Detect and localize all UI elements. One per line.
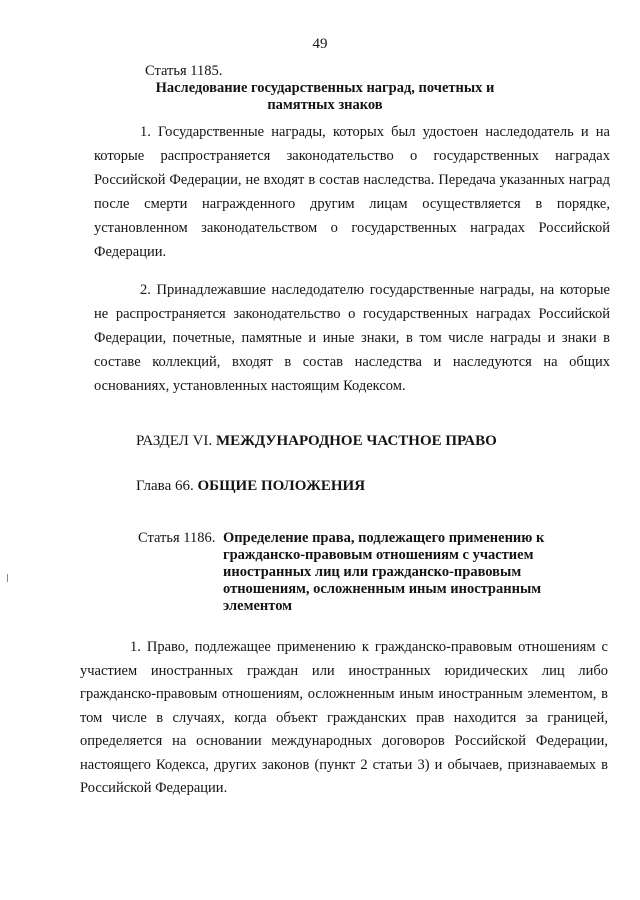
chapter-heading — [136, 478, 365, 495]
article-1186-paragraph-1: 1. Право, подлежащее применению к гражданско-правовым отношениям с участием иностранных граждан или иностранных юридических лиц либо гражданско-правовым отношениям, осложненным иным иностранным элементом, в том числе в случаях, когда объект гражданских прав находится за границей, определяется на основании международных договоров Российской Федерации, настоящего Кодекса, других законов (пункт 2 статьи 3) и обычаев, признаваемых в Российской Федерации. — [80, 639, 608, 796]
article-1185-paragraph-2: 2. Принадлежавшие наследодателю государственные награды, на которые не распространяется законодательство о государственных наградах Российской Федерации, почетные, памятные и иные знаки, в том числе награды и знаки в составе коллекций, входят в состав наследства и наследуются на общих основаниях, установленных настоящим Кодексом. — [94, 282, 610, 394]
article-1186-heading — [138, 530, 588, 615]
section-heading — [136, 433, 497, 450]
section-label: РАЗДЕЛ VI. — [136, 433, 213, 449]
article-1186-title: Определение права, подлежащего применению к гражданско-правовым отношениям с участием иностранных лиц или гражданско-правовым отношениям, осложненным иным иностранным элементом — [223, 530, 545, 614]
section-title: МЕЖДУНАРОДНОЕ ЧАСТНОЕ ПРАВО — [215, 433, 497, 449]
article-1185-heading — [145, 63, 585, 114]
article-1185-label: Статья 1185. — [145, 63, 223, 79]
article-1186-label: Статья 1186. — [138, 530, 216, 546]
article-1185-title: Наследование государственных наград, почетных и памятных знаков — [155, 80, 495, 113]
article-1185-paragraph-1: 1. Государственные награды, которых был удостоен наследодатель и на которые распространяется законодательство о государственных наградах Российской Федерации, не входят в состав наследства. Передача указанных наград после смерти награжденного другим лицам осуществляется в порядке, установленном законодательством о государственных наградах Российской Федерации. — [94, 124, 610, 260]
scan-margin-mark — [7, 574, 8, 582]
chapter-label: Глава 66. — [136, 478, 194, 494]
chapter-title: ОБЩИЕ ПОЛОЖЕНИЯ — [197, 478, 366, 494]
page-number: 49 — [312, 36, 328, 52]
